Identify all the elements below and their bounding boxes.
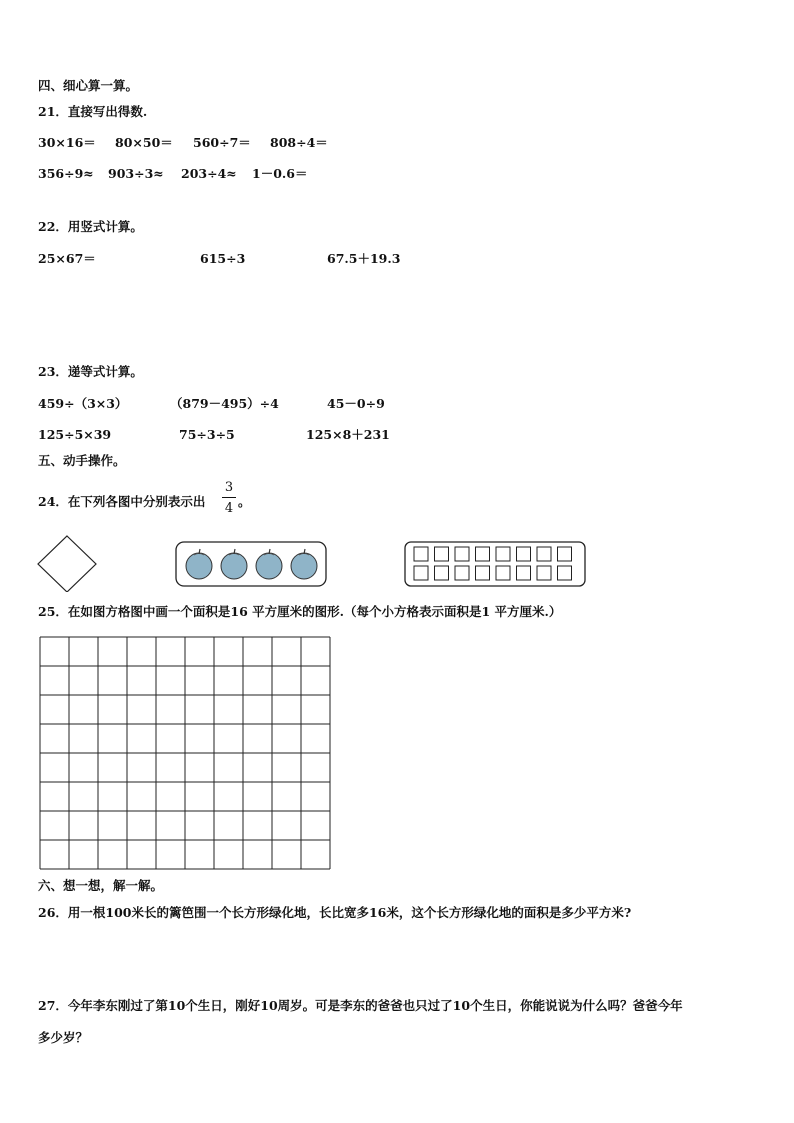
apple-icon [186, 549, 212, 579]
q24-prompt-suffix: 。 [238, 494, 251, 509]
q25-prompt: 25．在如图方格图中画一个面积是16 平方厘米的图形.（每个小方格表示面积是1 平方厘米.） [38, 604, 562, 619]
small-square [435, 566, 449, 580]
q21-item: 356÷9≈ [38, 166, 94, 181]
small-square [496, 547, 510, 561]
q27-prompt-line2: 多少岁？ [38, 1030, 89, 1045]
q23-item: 75÷3÷5 [179, 427, 235, 442]
q21-prompt: 21．直接写出得数. [38, 104, 148, 119]
small-square [455, 547, 469, 561]
q23-item: 125÷5×39 [38, 427, 112, 442]
small-square [517, 547, 531, 561]
small-square [455, 566, 469, 580]
small-square [496, 566, 510, 580]
fraction-denominator: 4 [224, 501, 234, 516]
q23-item: 125×8＋231 [306, 427, 390, 442]
q23-item: 459÷（3×3） [38, 396, 128, 411]
q23-item: （879－495）÷4 [170, 396, 279, 411]
q21-item: 30×16＝ [38, 135, 96, 150]
grid-lines [40, 637, 330, 869]
small-square [414, 547, 428, 561]
q27-prompt-line1: 27．今年李东刚过了第10个生日，刚好10周岁。可是李东的爸爸也只过了10个生日，你能说说为什么吗？爸爸今年 [38, 998, 683, 1013]
q22-prompt: 22．用竖式计算。 [38, 219, 143, 234]
q23-item: 45－0÷9 [327, 396, 385, 411]
q21-item: 203÷4≈ [181, 166, 237, 181]
q22-item: 67.5＋19.3 [327, 251, 401, 266]
apple-icon [291, 549, 317, 579]
q21-item: 808÷4＝ [270, 135, 328, 150]
small-square [558, 566, 572, 580]
diamond-shape [38, 536, 96, 592]
q24-prompt: 24．在下列各图中分别表示出 [38, 494, 206, 509]
squares-group [414, 547, 572, 580]
section-5-title: 五、动手操作。 [38, 453, 126, 468]
apple-icon [221, 549, 247, 579]
q22-item: 25×67＝ [38, 251, 96, 266]
q21-item: 1－0.6＝ [252, 166, 308, 181]
q26-prompt: 26．用一根100米长的篱笆围一个长方形绿化地，长比宽多16米，这个长方形绿化地的面积是多少平方米? [38, 905, 632, 920]
apples-group [186, 549, 317, 579]
small-square [476, 547, 490, 561]
q21-item: 560÷7＝ [193, 135, 251, 150]
q21-item: 80×50＝ [115, 135, 173, 150]
square-grid [38, 635, 334, 871]
fraction-bar [222, 497, 236, 498]
small-square [537, 566, 551, 580]
q21-item: 903÷3≈ [108, 166, 164, 181]
small-square [435, 547, 449, 561]
small-square [517, 566, 531, 580]
q24-figures [0, 528, 794, 592]
small-square [414, 566, 428, 580]
fraction-numerator: 3 [224, 480, 234, 495]
section-6-title: 六、想一想，解一解。 [38, 878, 164, 893]
section-4-title: 四、细心算一算。 [38, 78, 139, 93]
small-square [476, 566, 490, 580]
q23-prompt: 23．递等式计算。 [38, 364, 143, 379]
q22-item: 615÷3 [200, 251, 246, 266]
small-square [558, 547, 572, 561]
small-square [537, 547, 551, 561]
apple-icon [256, 549, 282, 579]
